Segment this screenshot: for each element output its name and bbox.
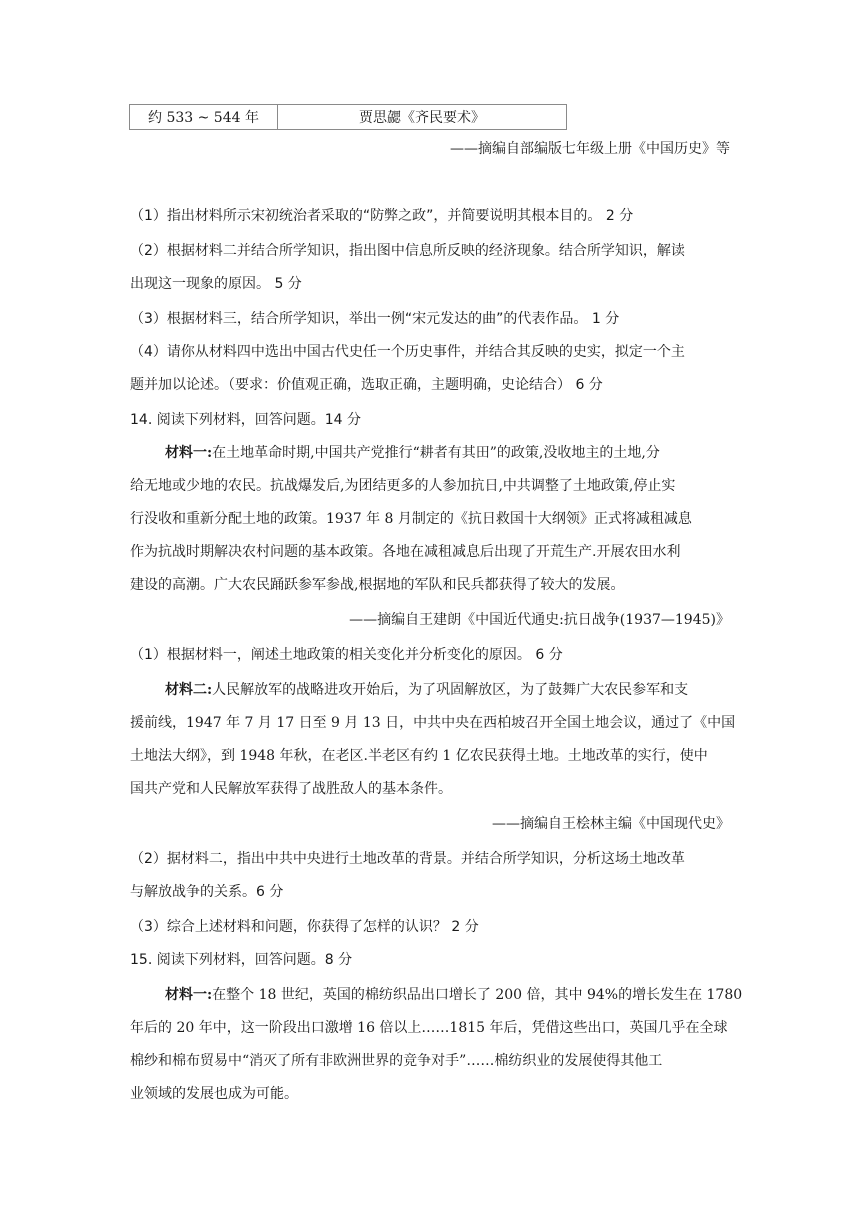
material-14-2-line2: 援前线，1947 年 7 月 17 日至 9 月 13 日，中共中央在西柏坡召开全国土地会议，通过了《中国 xyxy=(130,715,736,731)
source-citation-1: ——摘编自部编版七年级上册《中国历史》等 xyxy=(450,141,730,157)
timeline-table xyxy=(129,104,567,130)
material-text: 在土地革命时期,中国共产党推行“耕者有其田”的政策,没收地主的土地,分 xyxy=(212,445,660,461)
question-13-4-line2: 题并加以论述。（要求：价值观正确，选取正确，主题明确，史论结合） 6 分 xyxy=(130,377,603,393)
question-13-3: （3）根据材料三，结合所学知识，举出一例“宋元发达的曲”的代表作品。 1 分 xyxy=(130,311,620,327)
question-13-4-line1: （4）请你从材料四中选出中国古代史任一个历史事件，并结合其反映的史实，拟定一个主 xyxy=(130,344,685,360)
table-row xyxy=(130,105,567,130)
material-15-1-line4: 业领域的发展也成为可能。 xyxy=(130,1086,298,1102)
question-14-2-line2: 与解放战争的关系。6 分 xyxy=(130,884,284,900)
material-14-1-line4: 作为抗战时期解决农村问题的基本政策。各地在减租减息后出现了开荒生产.开展农田水利 xyxy=(130,544,681,560)
material-label: 材料二: xyxy=(165,682,213,698)
source-citation-2: ——摘编自王建朗《中国近代通史:抗日战争(1937—1945)》 xyxy=(349,612,730,628)
material-14-1-line1 xyxy=(165,443,730,463)
material-14-1-line5: 建设的高潮。广大农民踊跃参军参战,根据地的军队和民兵都获得了较大的发展。 xyxy=(130,577,625,593)
question-13-1: （1）指出材料所示宋初统治者采取的“防弊之政”，并简要说明其根本目的。 2 分 xyxy=(130,208,634,224)
question-13-2-line1: （2）根据材料二并结合所学知识，指出图中信息所反映的经济现象。结合所学知识，解读 xyxy=(130,243,685,259)
material-label: 材料一: xyxy=(165,445,213,461)
source-citation-3: ——摘编自王桧林主编《中国现代史》 xyxy=(492,816,730,832)
question-15-title: 15. 阅读下列材料，回答问题。8 分 xyxy=(130,952,353,968)
table-cell-event: 贾思勰《齐民要术》 xyxy=(278,105,567,130)
material-15-1-line2: 年后的 20 年中，这一阶段出口激增 16 倍以上……1815 年后，凭借这些出口，英国几乎在全球 xyxy=(130,1020,728,1036)
material-text: 在整个 18 世纪，英国的棉纺织品出口增长了 200 倍，其中 94%的增长发生在 1780 xyxy=(212,987,743,1003)
question-14-title: 14. 阅读下列材料，回答问题。14 分 xyxy=(130,412,361,428)
material-text: 人民解放军的战略进攻开始后，为了巩固解放区，为了鼓舞广大农民参军和支 xyxy=(212,682,689,698)
material-15-1-line1 xyxy=(165,985,743,1005)
material-label: 材料一: xyxy=(165,987,213,1003)
question-14-1: （1）根据材料一，阐述土地政策的相关变化并分析变化的原因。 6 分 xyxy=(130,647,563,663)
material-15-1-line3: 棉纱和棉布贸易中“消灭了所有非欧洲世界的竞争对手”……棉纺织业的发展使得其他工 xyxy=(130,1053,663,1069)
material-14-2-line1 xyxy=(165,680,730,700)
material-14-2-line3: 土地法大纲》，到 1948 年秋，在老区.半老区有约 1 亿农民获得土地。土地改革的实行，使中 xyxy=(130,748,708,764)
question-13-2-line2: 出现这一现象的原因。 5 分 xyxy=(130,276,302,292)
question-14-3: （3）综合上述材料和问题，你获得了怎样的认识？ 2 分 xyxy=(130,919,479,935)
material-14-2-line4: 国共产党和人民解放军获得了战胜敌人的基本条件。 xyxy=(130,781,452,797)
material-14-1-line2: 给无地或少地的农民。抗战爆发后,为团结更多的人参加抗日,中共调整了土地政策,停止实 xyxy=(130,478,676,494)
material-14-1-line3: 行没收和重新分配土地的政策。1937 年 8 月制定的《抗日救国十大纲领》正式将减租减息 xyxy=(130,511,692,527)
table-cell-date: 约 533 ~ 544 年 xyxy=(130,105,278,130)
question-14-2-line1: （2）据材料二，指出中共中央进行土地改革的背景。并结合所学知识，分析这场土地改革 xyxy=(130,851,685,867)
